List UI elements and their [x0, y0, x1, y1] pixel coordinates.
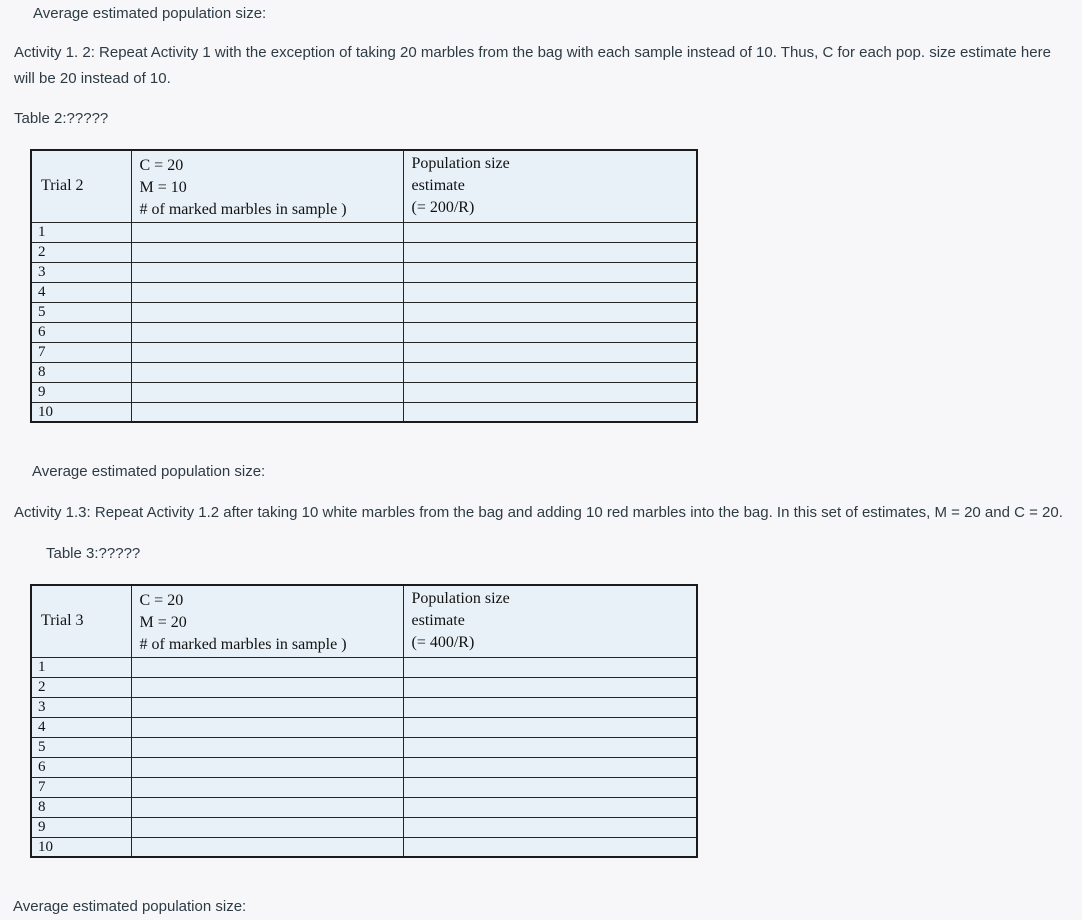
empty-sample-cell — [131, 777, 403, 797]
empty-sample-cell — [131, 302, 403, 322]
empty-estimate-cell — [403, 797, 697, 817]
table2-row-3 — [31, 262, 697, 282]
table3-row-1 — [31, 657, 697, 677]
empty-sample-cell — [131, 677, 403, 697]
empty-sample-cell — [131, 837, 403, 857]
empty-estimate-cell — [403, 282, 697, 302]
trial-number-cell: 3 — [31, 697, 131, 717]
empty-sample-cell — [131, 717, 403, 737]
table2-row-2 — [31, 242, 697, 262]
empty-estimate-cell — [403, 777, 697, 797]
trial-number-cell: 6 — [31, 757, 131, 777]
table3-population-header-cell — [403, 585, 697, 657]
trial-number-cell: 2 — [31, 242, 131, 262]
table2-row-10 — [31, 402, 697, 422]
table3-header-row — [31, 585, 697, 657]
empty-sample-cell — [131, 342, 403, 362]
table3-row-2 — [31, 677, 697, 697]
empty-estimate-cell — [403, 222, 697, 242]
table2-row-1 — [31, 222, 697, 242]
trial-number-cell: 9 — [31, 382, 131, 402]
empty-sample-cell — [131, 657, 403, 677]
trial-number-cell: 2 — [31, 677, 131, 697]
empty-estimate-cell — [403, 737, 697, 757]
table2-row-9 — [31, 382, 697, 402]
trial-number-cell: 7 — [31, 342, 131, 362]
empty-sample-cell — [131, 362, 403, 382]
empty-estimate-cell — [403, 837, 697, 857]
table2-trial-header-cell: Trial 2 — [31, 150, 131, 222]
empty-sample-cell — [131, 382, 403, 402]
table3-row-7 — [31, 777, 697, 797]
table3-pop-line-1: Population size — [411, 590, 510, 607]
table2-pop-line-1: Population size — [411, 155, 510, 172]
trial-number-cell: 1 — [31, 657, 131, 677]
table2-row-5 — [31, 302, 697, 322]
trial-number-cell: 10 — [31, 837, 131, 857]
table3-trial-header-cell: Trial 3 — [31, 585, 131, 657]
table3-row-4 — [31, 717, 697, 737]
avg-pop-size-label-middle: Average estimated population size: — [32, 463, 266, 480]
activity-1-2-paragraph — [14, 40, 1051, 92]
empty-sample-cell — [131, 757, 403, 777]
empty-estimate-cell — [403, 717, 697, 737]
table2-condition-c: C = 20 — [139, 156, 184, 174]
trial-number-cell: 6 — [31, 322, 131, 342]
trial-number-cell: 3 — [31, 262, 131, 282]
empty-estimate-cell — [403, 382, 697, 402]
empty-estimate-cell — [403, 657, 697, 677]
table2-row-4 — [31, 282, 697, 302]
table2 — [30, 149, 698, 423]
empty-sample-cell — [131, 697, 403, 717]
empty-sample-cell — [131, 817, 403, 837]
empty-sample-cell — [131, 402, 403, 422]
table3-condition-marked: # of marked marbles in sample ) — [139, 635, 347, 653]
empty-estimate-cell — [403, 757, 697, 777]
trial-number-cell: 5 — [31, 302, 131, 322]
trial-number-cell: 8 — [31, 797, 131, 817]
avg-pop-size-label-top: Average estimated population size: — [33, 5, 267, 22]
empty-estimate-cell — [403, 262, 697, 282]
empty-estimate-cell — [403, 342, 697, 362]
table3-pop-line-2: estimate — [411, 612, 465, 629]
activity-1-2-line-1: Activity 1. 2: Repeat Activity 1 with the exception of taking 20 marbles from the bag with each sample instead of 10. Thus, C for each pop. size estimate here — [14, 44, 1051, 61]
table3-condition-m: M = 20 — [139, 613, 187, 631]
avg-pop-size-label-bottom: Average estimated population size: — [13, 898, 247, 915]
empty-sample-cell — [131, 797, 403, 817]
trial-number-cell: 8 — [31, 362, 131, 382]
empty-estimate-cell — [403, 697, 697, 717]
table2-condition-marked: # of marked marbles in sample ) — [139, 200, 347, 218]
table2-row-6 — [31, 322, 697, 342]
trial-number-cell: 4 — [31, 717, 131, 737]
empty-sample-cell — [131, 222, 403, 242]
trial-number-cell: 10 — [31, 402, 131, 422]
table2-header-row — [31, 150, 697, 222]
table3-caption: Table 3:????? — [46, 545, 141, 562]
empty-sample-cell — [131, 322, 403, 342]
empty-sample-cell — [131, 282, 403, 302]
table3-condition-c: C = 20 — [139, 591, 184, 609]
trial-number-cell: 7 — [31, 777, 131, 797]
table2-row-7 — [31, 342, 697, 362]
table3 — [30, 584, 698, 858]
table3-row-10 — [31, 837, 697, 857]
empty-estimate-cell — [403, 302, 697, 322]
empty-estimate-cell — [403, 677, 697, 697]
empty-estimate-cell — [403, 402, 697, 422]
table2-row-8 — [31, 362, 697, 382]
table2-population-header-cell — [403, 150, 697, 222]
trial-number-cell: 9 — [31, 817, 131, 837]
activity-1-3-paragraph: Activity 1.3: Repeat Activity 1.2 after taking 10 white marbles from the bag and adding 10 red marbles into the bag. In this set of estimates, M = 20 and C = 20. — [14, 504, 1063, 521]
table2-pop-line-2: estimate — [411, 177, 465, 194]
table3-row-3 — [31, 697, 697, 717]
table2-conditions-header-cell — [131, 150, 403, 222]
empty-estimate-cell — [403, 817, 697, 837]
activity-1-2-line-2: will be 20 instead of 10. — [14, 70, 171, 87]
empty-estimate-cell — [403, 322, 697, 342]
trial-number-cell: 5 — [31, 737, 131, 757]
table3-conditions-header-cell — [131, 585, 403, 657]
empty-sample-cell — [131, 262, 403, 282]
table3-row-6 — [31, 757, 697, 777]
empty-estimate-cell — [403, 242, 697, 262]
empty-estimate-cell — [403, 362, 697, 382]
trial-number-cell: 1 — [31, 222, 131, 242]
table3-pop-line-3: (= 400/R) — [411, 634, 475, 651]
table3-row-9 — [31, 817, 697, 837]
empty-sample-cell — [131, 737, 403, 757]
table2-caption: Table 2:????? — [14, 110, 109, 127]
trial-number-cell: 4 — [31, 282, 131, 302]
empty-sample-cell — [131, 242, 403, 262]
table3-row-8 — [31, 797, 697, 817]
table2-pop-line-3: (= 200/R) — [411, 199, 475, 216]
table2-condition-m: M = 10 — [139, 178, 187, 196]
table3-row-5 — [31, 737, 697, 757]
